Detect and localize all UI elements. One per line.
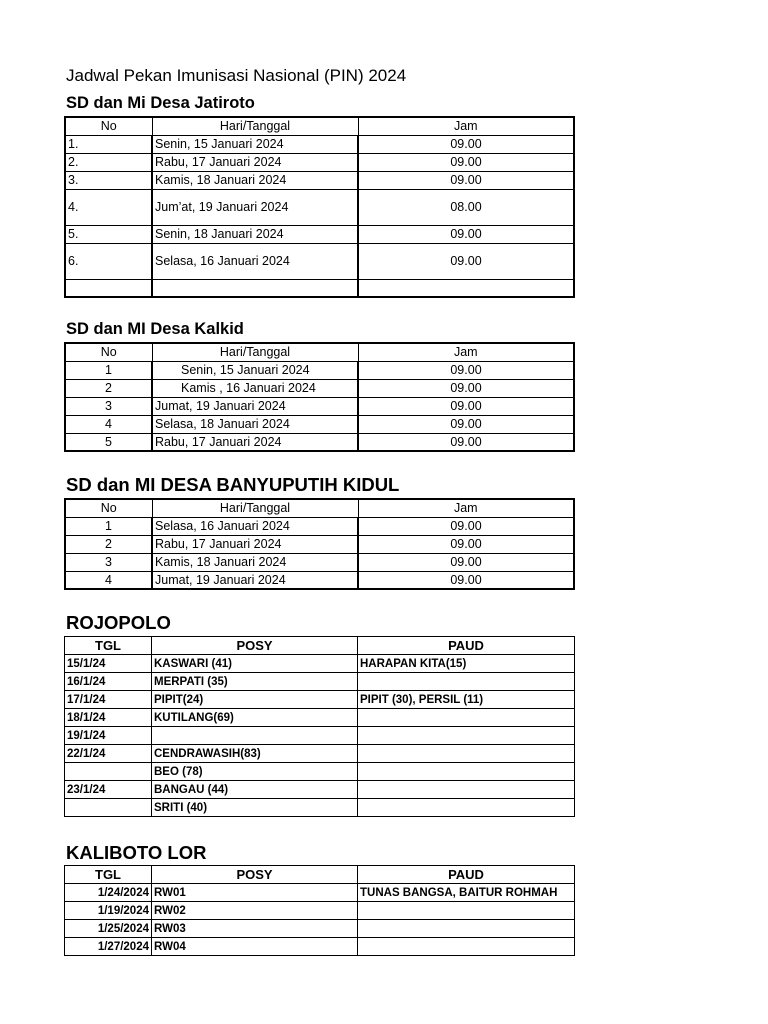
column-header: Jam [358,343,574,361]
row-time: 09.00 [358,553,574,571]
row-time: 09.00 [358,415,574,433]
row-posy: SRITI (40) [152,799,358,817]
row-date: 19/1/24 [65,727,152,745]
jatiroto-table [64,116,575,298]
row-date: Jumat, 19 Januari 2024 [152,571,358,589]
column-header: Jam [358,117,574,135]
table-row [65,799,575,817]
rojopolo-table [64,636,575,817]
row-time: 09.00 [358,379,574,397]
row-paud [358,920,575,938]
table-row [65,379,574,397]
row-date: Selasa, 18 Januari 2024 [152,415,358,433]
row-number: 1. [65,135,152,153]
row-time: 08.00 [358,189,574,225]
row-date: 15/1/24 [65,655,152,673]
row-posy: MERPATI (35) [152,673,358,691]
table-row [65,884,575,902]
table-row [65,655,575,673]
column-header: Hari/Tanggal [152,343,358,361]
table-row [65,571,574,589]
row-number: 6. [65,243,152,279]
table-row [65,361,574,379]
row-number: 2 [65,535,152,553]
table-header-row [65,117,574,135]
table-row [65,171,574,189]
row-date: 1/24/2024 [65,884,152,902]
row-time: 09.00 [358,433,574,451]
row-date: 22/1/24 [65,745,152,763]
row-number: 2 [65,379,152,397]
row-number: 5 [65,433,152,451]
table-row [65,243,574,279]
column-header: POSY [152,866,358,884]
column-header: TGL [65,866,152,884]
row-time: 09.00 [358,571,574,589]
table-header-row [65,343,574,361]
row-paud [358,709,575,727]
row-date: Rabu, 17 Januari 2024 [152,433,358,451]
table-header-row [65,866,575,884]
row-time: 09.00 [358,243,574,279]
row-paud [358,727,575,745]
table-row [65,938,575,956]
row-time: 09.00 [358,535,574,553]
banyuputih-heading: SD dan MI DESA BANYUPUTIH KIDUL [66,474,400,495]
column-header: Hari/Tanggal [152,117,358,135]
table-row [65,189,574,225]
row-date [65,763,152,781]
table-row [65,135,574,153]
kaliboto-table [64,865,575,956]
row-number: 1 [65,517,152,535]
table-row [65,691,575,709]
row-date: 1/25/2024 [65,920,152,938]
row-date: 1/27/2024 [65,938,152,956]
row-number: 4. [65,189,152,225]
kaliboto-heading: KALIBOTO LOR [66,842,207,863]
column-header: Hari/Tanggal [152,499,358,517]
row-paud [358,902,575,920]
row-date: 1/19/2024 [65,902,152,920]
row-date [65,799,152,817]
row-date: 18/1/24 [65,709,152,727]
column-header: TGL [65,637,152,655]
row-posy: RW01 [152,884,358,902]
row-time [358,279,574,297]
row-date: Kamis , 16 Januari 2024 [152,379,358,397]
row-paud [358,763,575,781]
column-header: No [65,499,152,517]
table-row [65,553,574,571]
table-row [65,763,575,781]
row-time: 09.00 [358,517,574,535]
row-date: Kamis, 18 Januari 2024 [152,171,358,189]
row-paud [358,938,575,956]
table-row [65,517,574,535]
row-posy: RW02 [152,902,358,920]
row-date: Jum’at, 19 Januari 2024 [152,189,358,225]
row-paud: HARAPAN KITA(15) [358,655,575,673]
table-row [65,535,574,553]
row-time: 09.00 [358,135,574,153]
row-posy: KUTILANG(69) [152,709,358,727]
row-number: 3 [65,397,152,415]
row-time: 09.00 [358,171,574,189]
row-date: Rabu, 17 Januari 2024 [152,153,358,171]
row-posy: CENDRAWASIH(83) [152,745,358,763]
table-header-row [65,499,574,517]
row-number: 4 [65,571,152,589]
row-date: Selasa, 16 Januari 2024 [152,517,358,535]
row-date: Kamis, 18 Januari 2024 [152,553,358,571]
table-row [65,415,574,433]
table-row [65,433,574,451]
row-posy: PIPIT(24) [152,691,358,709]
table-row [65,781,575,799]
table-row [65,153,574,171]
column-header: No [65,343,152,361]
table-row [65,920,575,938]
row-number: 4 [65,415,152,433]
row-paud: TUNAS BANGSA, BAITUR ROHMAH [358,884,575,902]
row-posy: KASWARI (41) [152,655,358,673]
row-date: 17/1/24 [65,691,152,709]
row-time: 09.00 [358,361,574,379]
table-row [65,902,575,920]
row-date: Selasa, 16 Januari 2024 [152,243,358,279]
row-paud [358,673,575,691]
row-paud [358,781,575,799]
table-row [65,397,574,415]
row-number [65,279,152,297]
table-row [65,279,574,297]
row-posy: BANGAU (44) [152,781,358,799]
row-number: 2. [65,153,152,171]
row-time: 09.00 [358,153,574,171]
row-date: 16/1/24 [65,673,152,691]
column-header: Jam [358,499,574,517]
column-header: PAUD [358,866,575,884]
table-row [65,745,575,763]
row-number: 3. [65,171,152,189]
row-posy: RW03 [152,920,358,938]
table-header-row [65,637,575,655]
row-date: 23/1/24 [65,781,152,799]
row-paud: PIPIT (30), PERSIL (11) [358,691,575,709]
row-date: Jumat, 19 Januari 2024 [152,397,358,415]
row-paud [358,799,575,817]
row-number: 1 [65,361,152,379]
row-time: 09.00 [358,397,574,415]
column-header: No [65,117,152,135]
row-date: Senin, 18 Januari 2024 [152,225,358,243]
column-header: PAUD [358,637,575,655]
row-posy: BEO (78) [152,763,358,781]
row-posy [152,727,358,745]
row-paud [358,745,575,763]
table-row [65,225,574,243]
table-row [65,709,575,727]
row-time: 09.00 [358,225,574,243]
row-date: Senin, 15 Januari 2024 [152,361,358,379]
kalkid-table [64,342,575,452]
row-number: 3 [65,553,152,571]
table-row [65,673,575,691]
row-date [152,279,358,297]
row-date: Senin, 15 Januari 2024 [152,135,358,153]
row-number: 5. [65,225,152,243]
jatiroto-heading: SD dan Mi Desa Jatiroto [66,94,255,112]
rojopolo-heading: ROJOPOLO [66,612,171,633]
row-posy: RW04 [152,938,358,956]
row-date: Rabu, 17 Januari 2024 [152,535,358,553]
document-title: Jadwal Pekan Imunisasi Nasional (PIN) 2024 [66,66,407,85]
banyuputih-table [64,498,575,590]
kalkid-heading: SD dan MI Desa Kalkid [66,320,244,338]
column-header: POSY [152,637,358,655]
table-row [65,727,575,745]
